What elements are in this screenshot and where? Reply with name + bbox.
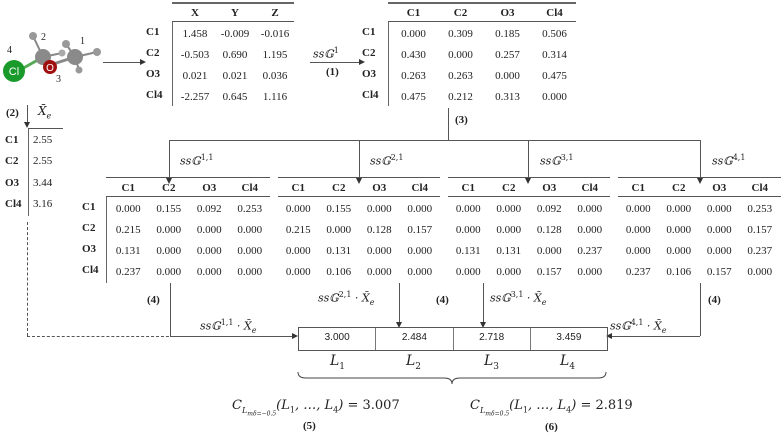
- step4-line-1: [170, 283, 171, 336]
- product-2-label: ss𝔾$^{2,1}$ · $X̄_e$: [318, 290, 375, 307]
- submatrix-1: C1 C2 O3 Cl4 0.000 0.155 0.092 0.253 0.215 0.000 0.000 0.000 0.131 0.000 0.000 0.000 0.237 0.000 0.000 0.000: [108, 177, 270, 282]
- table-row: 0.000 0.309 0.185 0.506: [401, 27, 567, 40]
- l-value: 2.484: [376, 328, 453, 350]
- row-label: Cl4: [82, 264, 99, 276]
- step3-line: [448, 108, 449, 140]
- table-row: 0.000 0.155 0.000 0.000: [285, 202, 433, 215]
- step1-operator: ss𝔾$^1$: [313, 46, 339, 61]
- molecule-diagram: [0, 10, 110, 85]
- xe-symbol: $X̄_e$: [38, 104, 52, 121]
- l4-label: $L_4$: [560, 353, 576, 372]
- table-row: 0.263 0.263 0.000 0.475: [401, 69, 567, 82]
- row-label: C2: [146, 47, 160, 59]
- table-row: 0.237 0.000 0.000 0.000: [115, 265, 263, 278]
- table-row: -2.257 0.645 1.116: [180, 90, 288, 103]
- product-3-label: ss𝔾$^{3,1}$ · $X̄_e$: [490, 290, 547, 307]
- l3-label: $L_3$: [484, 353, 500, 372]
- step2-label: (2): [6, 107, 19, 119]
- submatrix-3: C1 C2 O3 Cl4 0.000 0.000 0.092 0.000 0.000 0.000 0.128 0.000 0.131 0.131 0.000 0.237 0.000 0.000 0.157 0.000: [448, 177, 610, 282]
- step4-label: (4): [147, 294, 160, 306]
- svg-text:1: 1: [80, 36, 85, 47]
- l-value: 3.000: [299, 328, 376, 350]
- table-row: 0.000 0.000 0.157 0.000: [455, 265, 603, 278]
- submatrix-4-label: ss𝔾$^{4,1}$: [712, 153, 746, 168]
- row-label: C1: [82, 201, 96, 213]
- xe-dashed-line: [27, 222, 28, 336]
- table-row: 0.000 0.000 0.128 0.000: [455, 223, 603, 236]
- coords-table: [175, 2, 295, 107]
- brace: [296, 370, 608, 388]
- product-4-label: ss𝔾$^{4,1}$ · $X̄_e$: [610, 318, 667, 335]
- svg-text:O: O: [46, 63, 54, 74]
- submatrix-4: C1 C2 O3 Cl4 0.000 0.000 0.000 0.253 0.000 0.000 0.000 0.157 0.000 0.000 0.000 0.237 0.237 0.106 0.157 0.000: [618, 177, 780, 282]
- table-row: 1.458 -0.009 -0.016: [182, 27, 290, 40]
- svg-text:4: 4: [7, 45, 12, 56]
- row-label: C2: [82, 222, 96, 234]
- table-row: 0.131 0.000 0.000 0.000: [115, 244, 263, 257]
- step3-label: (3): [455, 114, 468, 126]
- step4-line-4: [700, 283, 701, 336]
- arrow-right-icon: [359, 59, 365, 65]
- submatrix-3-label: ss𝔾$^{3,1}$: [540, 153, 574, 168]
- branch-drop-1: [169, 140, 170, 180]
- submatrix-1-label: ss𝔾$^{1,1}$: [180, 153, 214, 168]
- table-row: 0.000 0.131 0.000 0.000: [285, 244, 433, 257]
- row-label: Cl4: [146, 89, 163, 101]
- table-row: 0.000 0.000 0.092 0.000: [455, 202, 603, 215]
- table-row: 0.000 0.000 0.000 0.253: [625, 202, 773, 215]
- table-row: 0.430 0.000 0.257 0.314: [401, 48, 567, 61]
- row-label: C1: [146, 26, 160, 38]
- table-row: -0.503 0.690 1.195: [180, 48, 288, 61]
- g1-left-rule: [388, 22, 389, 106]
- l-vector: [298, 327, 608, 351]
- xe-value: 3.16: [33, 198, 53, 210]
- step4-line-2: [399, 283, 400, 323]
- coords-header: X: [191, 6, 199, 19]
- table-row: 0.475 0.212 0.313 0.000: [401, 90, 567, 103]
- table-row: 0.215 0.000 0.000 0.000: [115, 223, 263, 236]
- xe-left-rule: [28, 128, 29, 216]
- table-row: 0.000 0.155 0.092 0.253: [115, 202, 263, 215]
- svg-text:3: 3: [56, 74, 61, 85]
- xe-value: 2.55: [33, 155, 53, 167]
- g1-matrix: C1 C2 O3 Cl4 0.000 0.309 0.185 0.506 0.430 0.000 0.257 0.314 0.263 0.263 0.000 0.475 0.475 0.212 0.313 0.000: [390, 2, 578, 107]
- row-label: O3: [82, 243, 97, 255]
- row-label: C2: [5, 155, 19, 167]
- step2-line: [27, 105, 28, 123]
- branch-line: [169, 140, 701, 141]
- sub-left-rule: [106, 197, 107, 283]
- arrow-line: [103, 62, 140, 63]
- step4-label: (4): [436, 294, 449, 306]
- submatrix-2: C1 C2 O3 Cl4 0.000 0.155 0.000 0.000 0.215 0.000 0.128 0.157 0.000 0.131 0.000 0.000 0.000 0.106 0.000 0.000: [278, 177, 440, 282]
- step4-label: (4): [708, 294, 721, 306]
- l-value: 2.718: [454, 328, 531, 350]
- svg-text:Cl: Cl: [8, 66, 20, 78]
- l1-label: $L_1$: [330, 353, 346, 372]
- step4-line-1h: [170, 336, 293, 337]
- branch-drop-4: [700, 140, 701, 180]
- step5-label: (5): [303, 420, 316, 432]
- table-row: 0.000 0.106 0.000 0.000: [285, 265, 433, 278]
- step6-label: (6): [545, 421, 558, 433]
- arrow-right-icon: [140, 59, 146, 65]
- row-label: O3: [146, 68, 161, 80]
- table-row: 0.131 0.131 0.000 0.237: [455, 244, 603, 257]
- table-row: 0.000 0.000 0.000 0.237: [625, 244, 773, 257]
- row-label: O3: [5, 177, 20, 189]
- step4-line-4h: [612, 336, 700, 337]
- coords-header: Z: [271, 6, 279, 19]
- product-1-label: ss𝔾$^{1,1}$ · $X̄_e$: [200, 318, 257, 335]
- submatrix-2-label: ss𝔾$^{2,1}$: [370, 153, 404, 168]
- svg-text:2: 2: [41, 32, 46, 43]
- xe-value: 3.44: [33, 177, 53, 189]
- row-label: C2: [362, 47, 376, 59]
- xe-value: 2.55: [33, 134, 53, 146]
- table-row: 0.237 0.106 0.157 0.000: [625, 265, 773, 278]
- branch-drop-2: [359, 140, 360, 180]
- xe-top-rule: [28, 128, 63, 129]
- coords-header: Y: [231, 6, 239, 19]
- table-row: 0.021 0.021 0.036: [182, 69, 288, 82]
- branch-drop-3: [528, 140, 529, 180]
- table-row: 0.215 0.000 0.128 0.157: [285, 223, 433, 236]
- row-label: C1: [362, 26, 376, 38]
- row-label: O3: [362, 68, 377, 80]
- step1-arrow-line: [310, 62, 360, 63]
- l-value: 3.459: [556, 332, 582, 343]
- row-label: C1: [5, 134, 19, 146]
- step4-line-3: [483, 283, 484, 323]
- row-label: Cl4: [5, 198, 22, 210]
- result-formula-1: $C_{L_{m\delta=-0.5}}(L_1$, …, $L_4) = 3.007$: [232, 398, 400, 418]
- result-formula-2: $C_{L_{m\delta=0.5}}(L_1$, …, $L_4) = 2.819$: [470, 398, 633, 418]
- table-row: 0.000 0.000 0.000 0.157: [625, 223, 773, 236]
- coords-left-rule: [172, 22, 173, 106]
- row-label: Cl4: [362, 89, 379, 101]
- step1-label: (1): [326, 66, 339, 78]
- l2-label: $L_2$: [406, 353, 422, 372]
